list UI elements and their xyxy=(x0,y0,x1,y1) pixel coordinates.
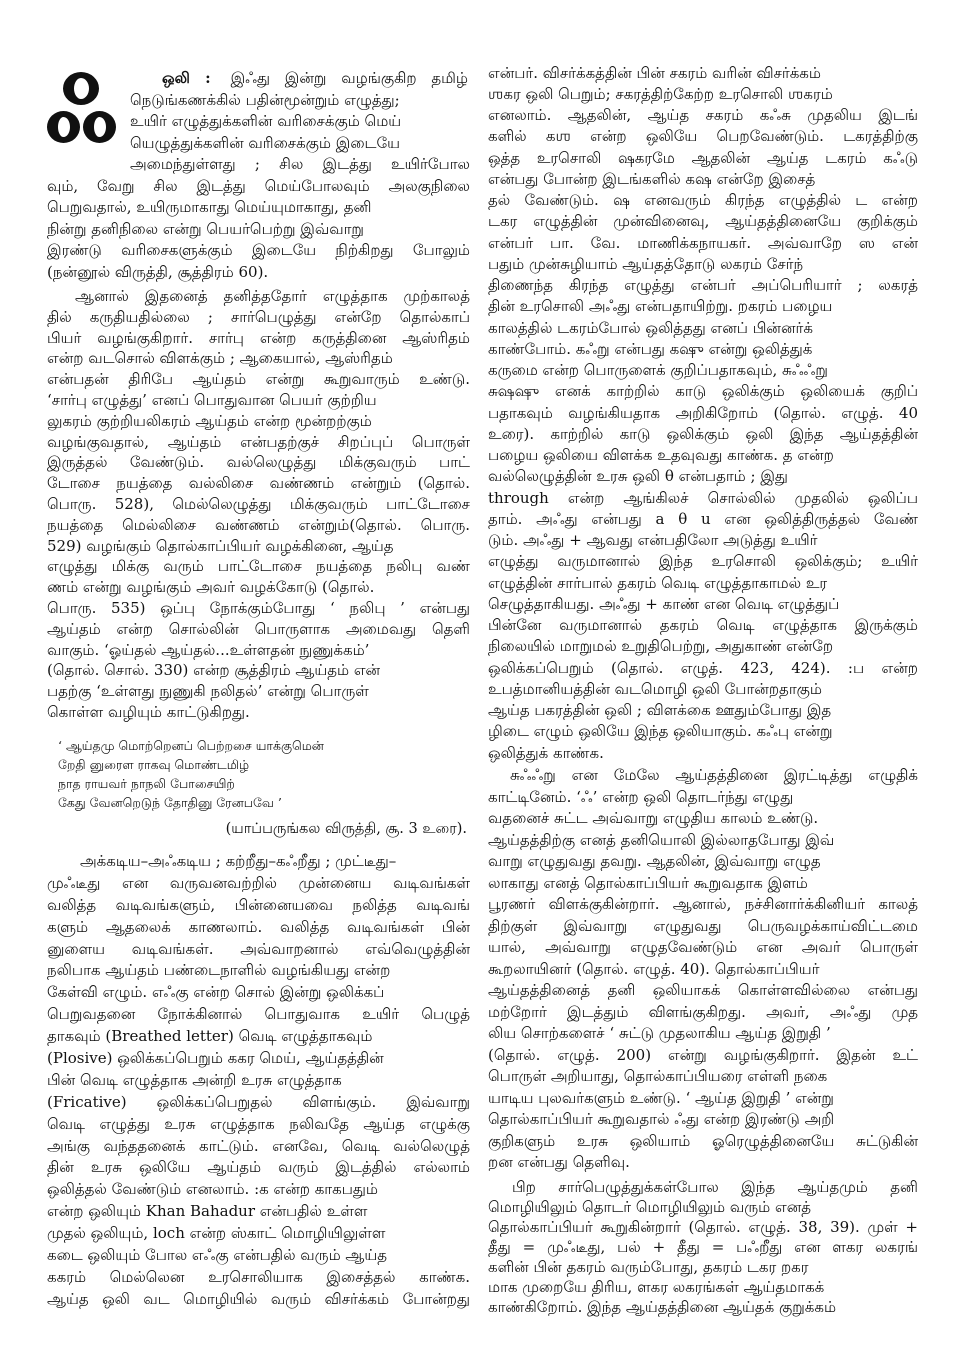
text-line xyxy=(488,700,918,721)
text-line xyxy=(488,105,918,126)
text-line-text: பியர் வழங்குகிறார். சார்பு என்ற கருத்தினை ஆஸ்ரிதம் xyxy=(47,328,470,347)
paragraph xyxy=(47,286,470,723)
verse-line xyxy=(58,755,378,774)
text-line xyxy=(47,640,470,661)
text-line-text: வழங்குவதால், ஆய்தம் என்பதற்குச் சிறப்புப் பொருள் xyxy=(47,432,470,451)
text-line-text: யால், அவ்வாறு எழுதவேண்டும் என அவர் பொருள் xyxy=(488,938,918,956)
text-line xyxy=(47,1223,470,1245)
verse-line xyxy=(58,736,378,755)
text-line xyxy=(488,509,918,530)
text-line xyxy=(488,679,918,700)
text-line-text: ககரம் மெல்லென உரசொலியாக இசைத்தல் காண்க. xyxy=(47,1267,470,1286)
text-line-text: லாகாது எனத் தொல்காப்பியர் கூறுவதாக இளம் xyxy=(488,873,808,892)
verse-line-text: கேது வேனறெடுந் தோதினு ரேனபவே ’ xyxy=(58,795,282,811)
text-line xyxy=(488,765,918,787)
text-line-text: பிற சார்பெழுத்துக்கள்போல இந்த ஆய்தமும் தனி xyxy=(512,1178,918,1196)
citation-line xyxy=(47,818,467,840)
text-line xyxy=(488,1066,918,1088)
text-line-text: ‘சார்பு எழுத்து’ எனப் பொதுவான பெயர் குற்றிய xyxy=(47,390,377,409)
text-line-text: நயத்தை மெல்லிசை வண்ணம் என்றும்(தொல். பொரு. xyxy=(47,515,470,534)
text-line-text: அமைந்துள்ளது ; சில இடத்து உயிர்போல xyxy=(130,155,470,173)
text-line xyxy=(488,126,918,147)
text-line xyxy=(488,445,918,466)
text-line-text: 529) வழங்கும் தொல்காப்பியர் வழக்கினை, ஆய்த xyxy=(47,536,394,555)
text-line xyxy=(47,1026,470,1048)
text-line-text: அங்கு வந்ததனைக் காட்டும். எனவே, வெடி வல்லெழுத் xyxy=(47,1136,470,1155)
text-line xyxy=(47,556,470,577)
text-line-text: மொழியிலும் தொடர் மொழியிலும் வரும் எனத் xyxy=(488,1198,812,1216)
text-line xyxy=(488,721,918,742)
text-line-text: தில் கருதியதில்லை ; சார்பெழுத்து என்றே தொல்காப் xyxy=(47,307,470,326)
text-line xyxy=(47,1179,470,1201)
text-line xyxy=(47,851,470,873)
text-line xyxy=(47,286,470,307)
text-line-text: குறிகளும் உரசு ஒலியாம் ஓரெழுத்தினையே சுட்டுகின் xyxy=(488,1131,918,1150)
text-line-text: ஆய்த ஒலி வட மொழியில் வரும் விசர்க்கம் போன்றது xyxy=(47,1289,470,1308)
text-line xyxy=(47,494,470,515)
text-line-text: என்பர். விசர்க்கத்தின் பின் சகரம் வரின் விசர்க்கம் xyxy=(488,63,821,82)
text-line-text: ஆய்தத்திற்கு எனத் தனியொலி இல்லாதபோது இவ் xyxy=(488,830,835,849)
text-line-text: காண்போம். கஃறு என்பது கஷு என்று ஒலித்துக் xyxy=(488,339,813,358)
paragraph xyxy=(47,851,470,1311)
text-line xyxy=(488,937,918,959)
text-line xyxy=(488,424,918,445)
verse-line-text: நாத ராயவர் நாநலி போசையிற் xyxy=(58,775,235,791)
text-line xyxy=(488,980,918,1002)
text-line-text: நெடுங்கணக்கில் பதின்மூன்றும் எழுத்து; xyxy=(130,90,400,109)
text-line-text: தின் உரசொலி அஃது என்பதாயிற்று. றகரம் பழைய xyxy=(488,297,833,316)
text-line xyxy=(488,381,918,402)
text-line-text: முதல் ஒலியும், loch என்ற ஸ்காட் மொழியிலுள்ள xyxy=(47,1224,386,1243)
text-line xyxy=(488,873,918,895)
text-line-text: கூறலாயினர் (தொல். எழுத். 40). தொல்காப்பியர் xyxy=(488,959,820,978)
verse-line-text: ‘ ஆய்தமு மொற்றெனப் பெற்றசை யாக்குமென் xyxy=(58,737,324,753)
text-line xyxy=(47,197,470,219)
text-line xyxy=(47,328,470,349)
text-line xyxy=(488,1109,918,1131)
text-line xyxy=(47,390,470,411)
text-line-text: தாம். அஃது என்பது a θ u என ஒலித்திருத்தல் வேண் xyxy=(488,509,918,528)
text-line-text: திணைந்த கிரந்த எழுத்து என்பர் அப்பெரியார் ; லகரத் xyxy=(488,276,918,294)
text-line-text: முஃடீது என வருவனவற்றில் முன்னைய வடிவங்கள் xyxy=(47,873,470,892)
text-line xyxy=(47,1048,470,1070)
text-line-text: (தொல். எழுத். 200) என்று வழங்குகிறார். இதன் உட் xyxy=(488,1045,918,1064)
text-line-text: பொருள் அறியாது, தொல்காப்பியரை எள்ளி நகை xyxy=(488,1067,828,1085)
text-line xyxy=(488,743,918,764)
text-line-text: தாகவும் (Breathed letter) வெடி எழுத்தாகவும் xyxy=(47,1027,373,1046)
text-line-text: காலத்தில் டகரம்போல் ஒலித்தது எனப் பின்னர்க் xyxy=(488,318,813,337)
text-line-text: என்ற ஒலியும் Khan Bahadur என்பதில் உள்ள xyxy=(47,1202,368,1221)
text-line xyxy=(488,1088,918,1110)
text-line xyxy=(488,275,918,296)
text-line-text: (Plosive) ஒலிக்கப்பெறும் ககர மெய், ஆய்தத்தின் xyxy=(47,1049,384,1068)
text-line xyxy=(47,1004,470,1026)
text-line-text: காட்டினேம். ‘ஃ’ என்ற ஒலி தொடர்ந்து எழுது xyxy=(488,787,794,806)
text-line xyxy=(47,1245,470,1267)
text-line-text: ஒலிக்கப்பெறும் (தொல். எழுத். 423, 424). :ப என்ற xyxy=(488,658,918,677)
text-line-text: களின் பின் தகரம் வரும்போது, தகரம் டகர றகர xyxy=(488,1258,809,1276)
text-line-text: எனலாம். ஆதலின், ஆய்த சகரம் கஃசு முதலிய இடங் xyxy=(488,106,918,124)
text-line xyxy=(488,63,918,84)
text-line-text: உபத்மானியத்தின் வடமொழி ஒலி போன்றதாகும் xyxy=(488,679,822,698)
text-line-text: அக்கடிய–அஃகடிய ; கற்றீது–கஃறீது ; முட்டீது– xyxy=(80,852,397,870)
text-line xyxy=(47,873,470,895)
text-line-text: வும், வேறு சில இடத்து மெய்போலவும் அலகுநிலை xyxy=(47,176,470,195)
text-line xyxy=(47,452,470,473)
text-line xyxy=(488,636,918,657)
text-line-text: எழுத்து மிக்கு வரும் பாட்டோசை நயத்தை நலிபு வண் xyxy=(47,557,470,576)
text-line-text: இருத்தல் வேண்டும். வல்லெழுத்து மிக்குவரும் பாட் xyxy=(47,453,470,472)
text-line xyxy=(488,1237,918,1257)
glyph-dot-left xyxy=(47,111,80,143)
text-line-text: தீது = முஃடீது, பல் + தீது = பஃறீது என ளகர லகரங் xyxy=(488,1238,918,1256)
text-line xyxy=(47,1157,470,1179)
text-line xyxy=(47,219,470,241)
verse-line xyxy=(58,793,378,812)
verse-citation xyxy=(47,818,467,840)
text-line xyxy=(47,176,470,198)
verse-line-text: றேதி னுரைள ராகவு மொண்டமிழ் xyxy=(58,756,250,772)
text-line-text: என்பது போன்ற இடங்களில் கஷ என்றே இசைத் xyxy=(488,169,816,188)
verse-line xyxy=(58,774,378,793)
text-line-text: மற்றோர் இடத்தும் விளங்குகிறது. அவர், அஃது முத xyxy=(488,1002,918,1021)
text-line xyxy=(488,1197,918,1217)
text-line xyxy=(488,84,918,105)
citation-line-text: (யாப்பருங்கல விருத்தி, சூ. 3 உரை). xyxy=(225,821,467,837)
text-line xyxy=(488,1045,918,1067)
text-line xyxy=(488,488,918,509)
text-line xyxy=(47,411,470,432)
text-line xyxy=(47,1267,470,1289)
text-line xyxy=(488,233,918,254)
text-line xyxy=(47,432,470,453)
text-line xyxy=(47,577,470,598)
text-line-text: நிலையில் மாறுமல் உறுதிபெற்று, அதுகாண் என்றே xyxy=(488,637,834,656)
text-line-text: கொள்ள வழியும் காட்டுகிறது. xyxy=(47,702,250,721)
text-line-text: மாக முறையே திரிய, ளகர லகரங்கள் ஆய்தமாகக் xyxy=(488,1278,825,1296)
text-line-text: (நன்னூல் விருத்தி, சூத்திரம் 60). xyxy=(47,262,269,281)
text-line xyxy=(488,148,918,169)
entry-intro-bottom xyxy=(47,176,470,284)
text-line-text: வாகும். ‘ஓய்தல் ஆய்தல்...உள்ளதன் நுணுக்கம்’ xyxy=(47,640,370,659)
text-line-text: ஒலித்தல் வேண்டும் எனலாம். :க என்ற காகபதும் xyxy=(47,1180,378,1199)
text-line-text: லிய சொற்களைச் ‘ சுட்டு முதலாகிய ஆய்த இறுதி ’ xyxy=(488,1024,831,1042)
entry-intro-first xyxy=(162,68,468,90)
text-line-text: டும். அஃது + ஆவது என்பதிலோ அடுத்து உயிர் xyxy=(488,531,818,549)
text-line-text: வல்லெழுத்தின் உரசு ஒலி θ என்பதாம் ; இது xyxy=(488,467,788,486)
text-line xyxy=(488,594,918,615)
text-line-text: உயிர் எழுத்துக்களின் வரிசைக்கும் மெய் xyxy=(130,112,402,130)
text-line-text: ழிடை எழும் ஒலியே இந்த ஒலியாகும். கஃபு என்று xyxy=(488,722,833,741)
text-line xyxy=(488,894,918,916)
text-line xyxy=(47,982,470,1004)
glyph-dot-top xyxy=(63,72,99,105)
text-line xyxy=(47,660,470,681)
text-line xyxy=(488,573,918,594)
text-line-text: வதனைச் சுட்ட அவ்வாறு எழுதிய காலம் உண்டு. xyxy=(488,809,819,827)
text-line-text: செழுத்தாகியது. அஃது + காண் என வெடி எழுத்துப் xyxy=(488,594,840,613)
text-line-text: களில் கஶ என்ற ஒலியே பெறவேண்டும். டகரத்திற்கு xyxy=(488,127,918,146)
text-line xyxy=(47,515,470,536)
text-line-text: யாடிய புலவர்களும் உண்டு. ‘ ஆய்த இறுதி ’ என்று xyxy=(488,1088,834,1107)
text-line xyxy=(488,1152,918,1174)
text-line-text: பதும் முன்சுழியாம் ஆய்தத்தோடு லகரம் சேர்ந் xyxy=(488,254,804,273)
text-line xyxy=(47,598,470,619)
text-line-text: ஶகர ஒலி பெறும்; சகரத்திற்கேற்ற உரசொலி ஶகரம் xyxy=(488,84,833,103)
text-line xyxy=(162,68,468,90)
text-line-text: என்ற வடசொல் விளக்கும் ; ஆகையால், ஆஸ்ரிதம் xyxy=(47,349,393,368)
text-line-text: ஆய்தத்தினைத் தனி ஒலியாகக் கொள்ளவில்லை என்பது xyxy=(488,981,918,999)
text-line xyxy=(488,1131,918,1153)
text-line-text: இரண்டு வரிசைகளுக்கும் இடையே நிற்கிறது போலும் xyxy=(47,241,470,259)
text-line-text: சுஷஷு எனக் காற்றில் காடு ஒலிக்கும் ஒலியைக் குறிப் xyxy=(488,382,918,401)
text-line xyxy=(130,154,470,176)
text-line-text: தல் வேண்டும். ஷ எனவரும் கிரந்த எழுத்தில் ட என்ற xyxy=(488,191,918,209)
text-line xyxy=(488,830,918,852)
text-line-text: களும் ஆதலைக் காணலாம். வலித்த வடிவங்கள் பின் xyxy=(47,917,470,936)
text-line-text: பூரணர் விளக்குகின்றார். ஆனால், நச்சினார்க்கினியர் காலத் xyxy=(488,895,918,913)
text-line xyxy=(488,254,918,275)
text-line-text: பதற்கு ‘உள்ளது நுணுகி நலிதல்’ என்று பொருள் xyxy=(47,682,369,701)
text-line-text: தொல்காப்பியர் கூறுவதால் ஃது என்ற இரண்டு அறி xyxy=(488,1110,835,1128)
text-line-text: பெறுவதனை நோக்கினால் பொதுவாக உயிர் பெழுத் xyxy=(47,1005,470,1024)
text-line-text: பழைய ஒலியை விளக்க உதவுவது காண்க. த என்ற xyxy=(488,446,834,464)
text-line xyxy=(488,339,918,360)
text-line xyxy=(47,473,470,494)
aytham-glyph-icon xyxy=(45,70,120,146)
text-line xyxy=(488,658,918,679)
text-line-text: through என்ற ஆங்கிலச் சொல்லில் முதலில் ஒலிப்ப xyxy=(488,488,918,507)
text-line-text: பொரு. 528), மெல்லெழுத்து மிக்குவரும் பாட்டோசை xyxy=(47,494,470,513)
text-line-text: காண்கிறோம். இந்த ஆய்தத்தினை ஆய்தக் குறுக்கம் xyxy=(488,1298,837,1316)
text-line xyxy=(47,1114,470,1136)
text-line-text: னுளைய வடிவங்கள். அவ்வாறனால் எவ்வெழுத்தின் xyxy=(47,939,470,958)
text-line xyxy=(488,211,918,232)
text-line xyxy=(488,851,918,873)
text-line xyxy=(47,1136,470,1158)
text-line xyxy=(488,169,918,190)
text-line xyxy=(488,615,918,636)
text-line-text: யெழுத்துக்களின் வரிசைக்கும் இடையே xyxy=(130,133,400,152)
text-line-text: ஒத்த உரசொலி ஷகரமே ஆதலின் ஆய்த டகரம் கஃடு xyxy=(488,148,918,167)
text-line-text: ணம் என்று வழங்கும் அவர் வழக்கோடு (தொல். xyxy=(47,578,375,597)
text-line-text: எழுத்தின் சார்பால் தகரம் வெடி எழுத்தாகாமல் உர xyxy=(488,573,828,592)
text-line-text: கேள்வி எழும். எஃகு என்ற சொல் இன்று ஒலிக்கப் xyxy=(47,983,385,1002)
text-line xyxy=(47,960,470,982)
paragraph xyxy=(488,1177,918,1317)
text-line xyxy=(47,917,470,939)
text-line-text: ஆய்த பகரத்தின் ஒலி ; விளக்கை ஊதும்போது இத xyxy=(488,701,832,719)
text-line-text: நின்று தனிநிலை என்று பெயர்பெற்று இவ்வாறு xyxy=(47,219,364,238)
verse-quote xyxy=(58,736,378,813)
text-line xyxy=(47,619,470,640)
text-line xyxy=(47,1092,470,1114)
text-line xyxy=(47,1070,470,1092)
text-line-text: நலிபாக ஆய்தம் பண்டைநாளில் வழங்கியது என்ற xyxy=(47,961,391,980)
text-line-text: எழுத்து வருமானால் இந்த உரசொலி ஒலிக்கும்; உயிர் xyxy=(488,552,918,571)
text-line-text: டகர எழுத்தின் முன்வினைவு, ஆய்தத்தினையே குறிக்கும் xyxy=(488,212,918,231)
text-line xyxy=(488,1297,918,1317)
text-line xyxy=(47,702,470,723)
text-line xyxy=(488,1217,918,1237)
text-line-text: என்பர் பா. வே. மாணிக்கநாயகர். அவ்வாறே ஸ என் xyxy=(488,233,918,252)
text-line-text: கருமை என்ற பொருளைக் குறிப்பதாகவும், சுஃஃறு xyxy=(488,361,828,379)
text-line xyxy=(488,808,918,830)
text-line-text: கடை ஒலியும் போல எஃகு என்பதில் வரும் ஆய்த xyxy=(47,1246,388,1265)
text-line xyxy=(130,133,470,155)
text-line xyxy=(488,318,918,339)
text-line-text: வலித்த வடிவங்களும், பின்னையவை நலித்த வடிவங் xyxy=(47,895,470,914)
text-line-text: லுகரம் குற்றியலிகரம் ஆய்தம் என்ற மூன்றற்கும் xyxy=(47,411,372,430)
text-line xyxy=(130,111,470,133)
text-line xyxy=(488,530,918,551)
text-line-text: (Fricative) ஒலிக்கப்பெறுதல் விளங்கும். இவ்வாறு xyxy=(47,1092,470,1111)
text-line xyxy=(488,190,918,211)
text-line xyxy=(488,1257,918,1277)
text-line xyxy=(47,307,470,328)
text-line-text: (தொல். சொல். 330) என்ற சூத்திரம் ஆய்தம் என் xyxy=(47,661,381,680)
text-line xyxy=(488,1177,918,1197)
text-line-text: திற்குள் இவ்வாறு எழுதுவது பெருவழக்காய்விட்டமை xyxy=(488,916,918,935)
text-line xyxy=(47,240,470,262)
text-line-text: வாறு எழுதுவது தவறு. ஆதலின், இவ்வாறு எழுத xyxy=(488,852,821,870)
text-line xyxy=(488,551,918,572)
text-line-text xyxy=(162,68,468,90)
entry-heading: ஒலி : xyxy=(162,69,211,87)
text-line xyxy=(47,369,470,390)
text-line-text: ஆனால் இதனைத் தனித்ததோர் எழுத்தாக முற்காலத் xyxy=(75,287,470,305)
text-line xyxy=(488,360,918,381)
text-line-text: சுஃஃறு என மேலே ஆய்தத்தினை இரட்டித்து எழுதிக் xyxy=(510,766,918,784)
text-line xyxy=(488,959,918,981)
text-line xyxy=(47,895,470,917)
text-line xyxy=(47,348,470,369)
text-line xyxy=(488,466,918,487)
text-line-text: டோசை நயத்தை வல்லிசை வண்ணம் என்றும் (தொல். xyxy=(47,474,470,493)
text-line-text: பொரு. 535) ஒப்பு நோக்கும்போது ‘ நலிபு ’ என்பது xyxy=(47,598,470,617)
text-line xyxy=(488,1277,918,1297)
text-line xyxy=(47,939,470,961)
text-line-text: என்பதன் திரிபே ஆய்தம் என்று கூறுவாரும் உண்டு. xyxy=(47,370,470,389)
text-line-text: உரை). காற்றில் காடு ஒலிக்கும் ஒலி இந்த ஆய்தத்தின் xyxy=(488,424,918,443)
text-line-text: பின்னே வருமானால் தகரம் வெடி எழுத்தாக இருக்கும் xyxy=(488,616,918,634)
text-line xyxy=(488,296,918,317)
text-line xyxy=(488,403,918,424)
text-line-text: தின் உரசு ஒலியே ஆய்தம் வரும் இடத்தில் எல்லாம் xyxy=(47,1158,470,1177)
text-line xyxy=(488,1023,918,1045)
text-line-text: வெடி எழுத்து உரசு எழுத்தாக நலிவதே ஆய்த எழுக்கு xyxy=(47,1114,470,1133)
paragraph xyxy=(488,63,918,764)
intro-first-sentence: இஃது இன்று வழங்குகிற தமிழ் xyxy=(230,69,468,87)
text-line-text: பின் வெடி எழுத்தாக அன்றி உரசு எழுத்தாக xyxy=(47,1070,342,1089)
text-line xyxy=(47,681,470,702)
text-line xyxy=(488,1002,918,1024)
entry-intro-top xyxy=(130,90,470,176)
text-line-text: பெறுவதால், உயிருமாகாது மெய்யுமாகாது, தனி xyxy=(47,198,372,216)
text-line-text: றன என்பது தெளிவு. xyxy=(488,1153,630,1171)
paragraph xyxy=(488,765,918,1174)
text-line xyxy=(47,1289,470,1311)
text-line xyxy=(47,536,470,557)
text-line-text: ஒலித்துக் காண்க. xyxy=(488,743,604,762)
text-line-text: பதாகவும் வழங்கியதாக அறிகிறோம் (தொல். எழுத். 40 xyxy=(488,403,918,422)
text-line xyxy=(47,262,470,284)
text-line xyxy=(47,1201,470,1223)
text-line-text: ஆய்தம் என்ற சொல்லின் பொருளாக அமைவது தெளி xyxy=(47,619,470,638)
text-line-text: தொல்காப்பியர் கூறுகின்றார் (தொல். எழுத். 38, 39). முள் + xyxy=(488,1218,918,1236)
text-line xyxy=(488,916,918,938)
text-line xyxy=(488,787,918,809)
text-line xyxy=(130,90,470,112)
glyph-dot-right xyxy=(83,111,116,143)
